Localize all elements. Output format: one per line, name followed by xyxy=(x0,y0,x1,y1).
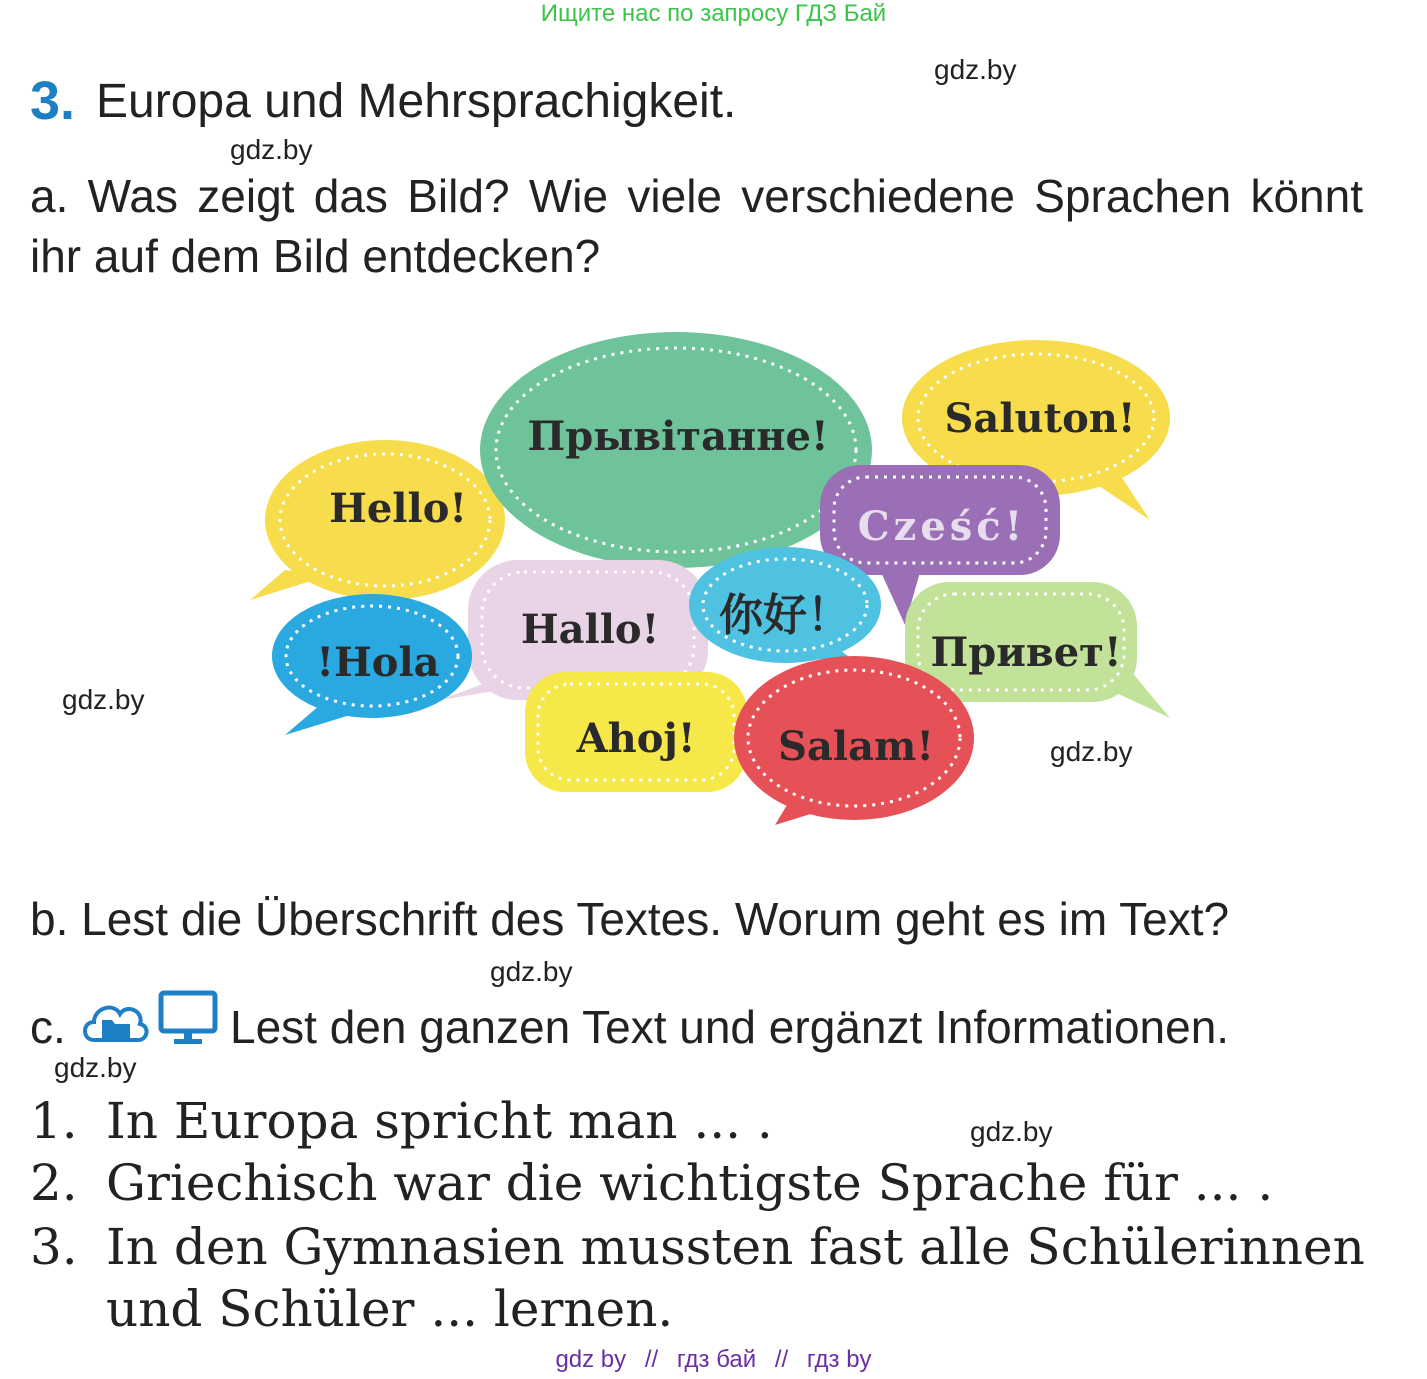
bottom-banner-a: gdz by xyxy=(555,1346,627,1373)
task-number: 3. xyxy=(30,71,76,131)
bubble-hello xyxy=(250,440,505,600)
watermark: gdz.by xyxy=(54,1052,137,1083)
bubble-text-spanish: !Hola xyxy=(316,639,440,686)
cloud-folder-icon xyxy=(80,994,150,1044)
watermark: gdz.by xyxy=(970,1116,1053,1147)
list-item xyxy=(30,1154,1273,1212)
list-item xyxy=(30,1092,773,1150)
bubble-hola xyxy=(272,594,472,735)
item-text: In den Gymnasien mussten fast alle Schülerinnen xyxy=(106,1218,1365,1276)
bottom-banner-c: гдз by xyxy=(806,1346,872,1373)
bottom-banner-sep: // xyxy=(644,1346,659,1373)
bottom-banner-b: гдз бай xyxy=(676,1346,757,1373)
bubble-text-polish: Cześć! xyxy=(857,503,1027,550)
task-title: Europa und Mehrsprachigkeit. xyxy=(96,75,737,128)
bubble-salam xyxy=(734,656,974,825)
item-number: 2. xyxy=(30,1154,78,1212)
bubble-text-chinese: 你好！ xyxy=(719,590,851,641)
subtask-c-letter: c. xyxy=(30,1001,66,1053)
monitor-icon xyxy=(158,990,218,1048)
bubble-ahoj xyxy=(515,672,747,792)
bubble-text-azerbaijani: Salam! xyxy=(778,723,934,770)
list-item xyxy=(30,1218,1365,1276)
watermark: gdz.by xyxy=(230,134,313,165)
bottom-banner-sep: // xyxy=(774,1346,789,1373)
bubble-text-german: Hallo! xyxy=(520,606,660,653)
bottom-banner xyxy=(0,1346,1427,1374)
watermark: gdz.by xyxy=(490,956,573,987)
subtask-c-text: Lest den ganzen Text und ergänzt Informationen. xyxy=(230,1001,1230,1053)
list-item-continuation: und Schüler ... lernen. xyxy=(106,1280,674,1338)
watermark: gdz.by xyxy=(1050,736,1133,767)
item-number: 3. xyxy=(30,1218,78,1276)
bubble-text-belarusian: Прывітанне! xyxy=(527,413,829,460)
watermark: gdz.by xyxy=(934,54,1017,85)
item-number: 1. xyxy=(30,1092,78,1150)
subtask-a: a. Was zeigt das Bild? Wie viele verschiedene Sprachen könnt ihr auf dem Bild entdecken? xyxy=(30,170,1363,282)
bubble-text-esperanto: Saluton! xyxy=(944,395,1136,442)
bubble-text-russian: Привет! xyxy=(930,629,1122,676)
bubble-text-czech: Ahoj! xyxy=(576,715,696,762)
item-text: Griechisch war die wichtigste Sprache für ... . xyxy=(106,1154,1274,1212)
subtask-b: b. Lest die Überschrift des Textes. Worum geht es im Text? xyxy=(30,893,1230,945)
bubble-text-english: Hello! xyxy=(329,485,467,532)
top-banner: Ищите нас по запросу ГДЗ Бай xyxy=(540,0,887,27)
speech-bubbles-illustration xyxy=(0,300,1427,860)
watermark: gdz.by xyxy=(62,684,145,715)
item-text: In Europa spricht man ... . xyxy=(106,1092,773,1150)
